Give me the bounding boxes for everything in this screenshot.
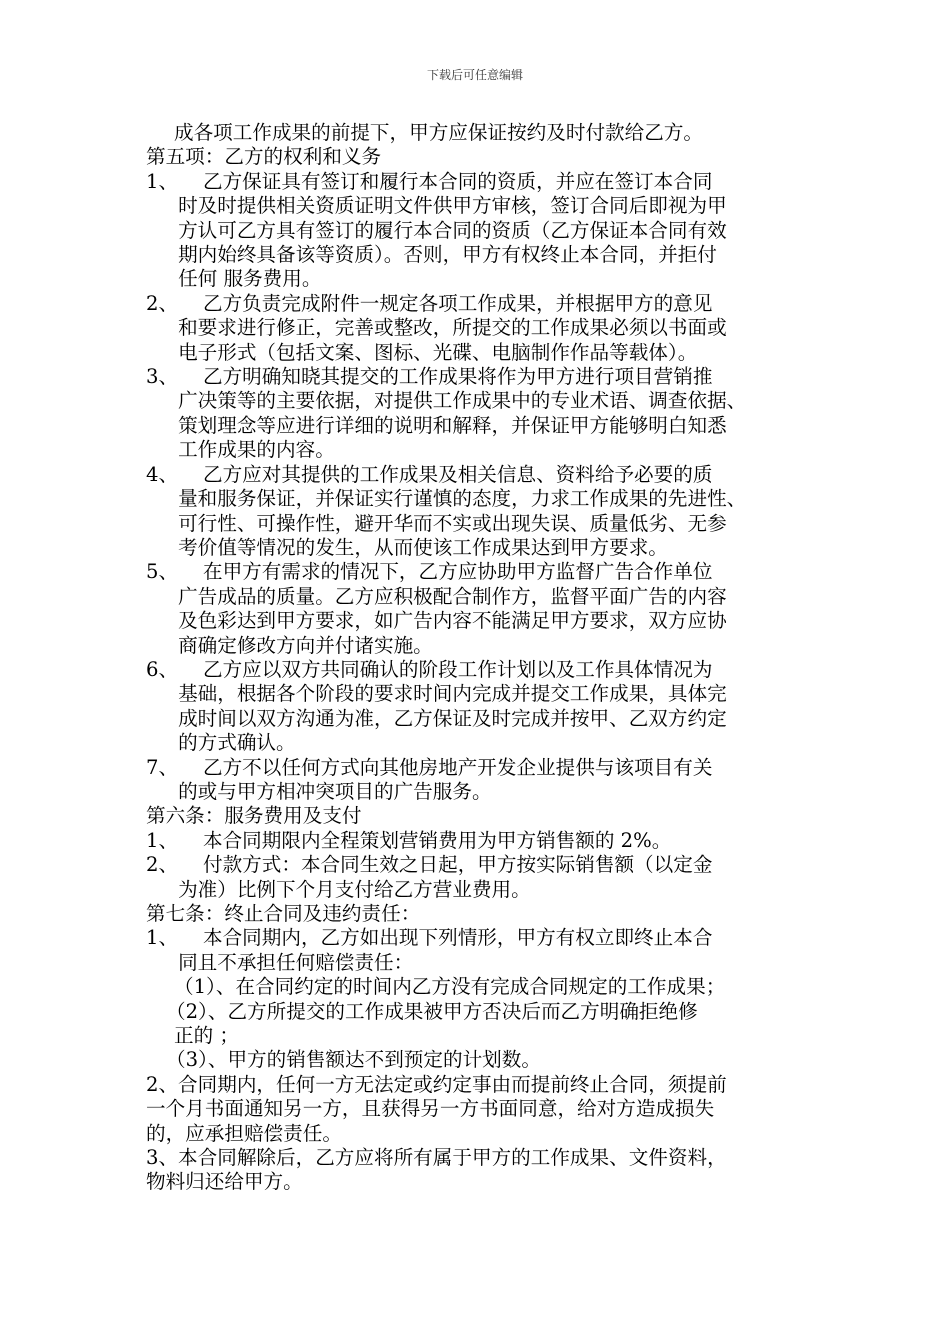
text-line: 乙方不以任何方式向其他房地产开发企业提供与该项目有关 — [178, 755, 713, 779]
paragraph: 成各项工作成果的前提下，甲方应保证按约及时付款给乙方。 — [174, 121, 704, 144]
text-line: 可行性、可操作性，避开华而不实或出现失误、质量低劣、无参 — [178, 511, 727, 535]
clause-line: （2）、乙方所提交的工作成果被甲方否决后而乙方明确拒绝修 — [166, 999, 698, 1023]
section-heading: 第五项：乙方的权利和义务 — [146, 145, 382, 169]
list-item — [146, 170, 814, 292]
paragraph-line: 一个月书面通知另一方，且获得另一方书面同意，给对方造成损失 — [146, 1097, 715, 1121]
text-line: 乙方应以双方共同确认的阶段工作计划以及工作具体情况为 — [178, 657, 713, 681]
item-number: 1、 — [146, 828, 179, 852]
item-number: 2、 — [146, 853, 179, 877]
text-line: 策划理念等应进行详细的说明和解释，并保证甲方能够明白知悉 — [178, 413, 727, 437]
text-line: 广告成品的质量。乙方应积极配合制作方，监督平面广告的内容 — [178, 584, 727, 608]
paragraph-line: 3、本合同解除后，乙方应将所有属于甲方的工作成果、文件资料， — [146, 1146, 727, 1170]
text-line: 乙方应对其提供的工作成果及相关信息、资料给予必要的质 — [178, 462, 713, 486]
text-line: 的方式确认。 — [178, 731, 296, 755]
clause-line: 正的 ； — [174, 1024, 240, 1048]
item-number: 2、 — [146, 291, 179, 315]
page-header: 下载后可任意编辑 — [426, 68, 523, 82]
text-line: 乙方负责完成附件一规定各项工作成果，并根据甲方的意见 — [178, 291, 713, 315]
text-line: 同且不承担任何赔偿责任： — [178, 950, 414, 974]
item-number: 7、 — [146, 755, 179, 779]
text-line: 基础，根据各个阶段的要求时间内完成并提交工作成果，具体完 — [178, 682, 727, 706]
item-text — [178, 926, 814, 975]
text-line: 在甲方有需求的情况下，乙方应协助甲方监督广告合作单位 — [178, 560, 713, 584]
list-item — [146, 853, 814, 902]
item-text — [178, 170, 814, 292]
item-text — [178, 292, 814, 365]
text-line: 方认可乙方具有签订的履行本合同的资质（乙方保证本合同有效 — [178, 218, 727, 242]
text-line: 广决策等的主要依据，对提供工作成果中的专业术语、调查依据、 — [178, 389, 747, 413]
item-text — [178, 853, 814, 902]
text-line: 本合同期限内全程策划营销费用为甲方销售额的 2%。 — [178, 828, 672, 852]
item-number: 1、 — [146, 926, 179, 950]
text-line: 电子形式（包括文案、图标、光碟、电脑制作作品等载体）。 — [178, 340, 698, 364]
item-number: 6、 — [146, 657, 179, 681]
text-line: 及色彩达到甲方要求，如广告内容不能满足甲方要求，双方应协 — [178, 609, 727, 633]
item-number: 3、 — [146, 365, 179, 389]
text-line: 成时间以双方沟通为准，乙方保证及时完成并按甲、乙双方约定 — [178, 706, 727, 730]
text-line: 付款方式：本合同生效之日起，甲方按实际销售额（以定金 — [178, 853, 713, 877]
item-number: 1、 — [146, 169, 179, 193]
item-number: 5、 — [146, 560, 179, 584]
clause-line: （1）、在合同约定的时间内乙方没有完成合同规定的工作成果； — [174, 975, 726, 999]
text-line: 工作成果的内容。 — [178, 438, 335, 462]
list-item — [146, 292, 814, 365]
section-heading: 第六条：服务费用及支付 — [146, 804, 362, 828]
list-item — [146, 658, 814, 756]
list-item — [146, 829, 814, 853]
text-line: 考价值等情况的发生，从而使该工作成果达到甲方要求。 — [178, 535, 668, 559]
item-text — [178, 365, 814, 463]
list-item — [146, 560, 814, 658]
text-line: 本合同期内，乙方如出现下列情形，甲方有权立即终止本合 — [178, 926, 713, 950]
text-line: 乙方保证具有签订和履行本合同的资质，并应在签订本合同 — [178, 169, 713, 193]
item-text — [178, 560, 814, 658]
section-heading: 第七条：终止合同及违约责任： — [146, 902, 421, 925]
text-line: 乙方明确知晓其提交的工作成果将作为甲方进行项目营销推 — [178, 365, 713, 389]
text-line: 任何 服务费用。 — [178, 267, 322, 291]
text-line: 的或与甲方相冲突项目的广告服务。 — [178, 779, 492, 803]
text-line: 为准）比例下个月支付给乙方营业费用。 — [178, 877, 531, 901]
text-line: 时及时提供相关资质证明文件供甲方审核，签订合同后即视为甲 — [178, 194, 727, 218]
list-item — [146, 463, 814, 561]
item-text — [178, 463, 814, 561]
paragraph-line: 物料归还给甲方。 — [146, 1170, 303, 1194]
text-line: 商确定修改方向并付诸实施。 — [178, 633, 433, 657]
text-line: 和要求进行修正，完善或整改，所提交的工作成果必须以书面或 — [178, 316, 727, 340]
paragraph-line: 的，应承担赔偿责任。 — [146, 1121, 342, 1145]
list-item — [146, 365, 814, 463]
item-number: 4、 — [146, 462, 179, 486]
item-text — [178, 756, 814, 805]
list-item — [146, 926, 814, 975]
item-text — [178, 658, 814, 756]
list-item — [146, 756, 814, 805]
item-text — [178, 829, 814, 853]
clause-line: （3）、甲方的销售额达不到预定的计划数。 — [166, 1048, 541, 1072]
text-line: 量和服务保证，并保证实行谨慎的态度，力求工作成果的先进性、 — [178, 487, 747, 511]
text-line: 期内始终具备该等资质）。否则，甲方有权终止本合同，并拒付 — [178, 243, 717, 267]
paragraph-line: 2、合同期内，任何一方无法定或约定事由而提前终止合同，须提前 — [146, 1072, 727, 1096]
document-body — [146, 121, 814, 1195]
